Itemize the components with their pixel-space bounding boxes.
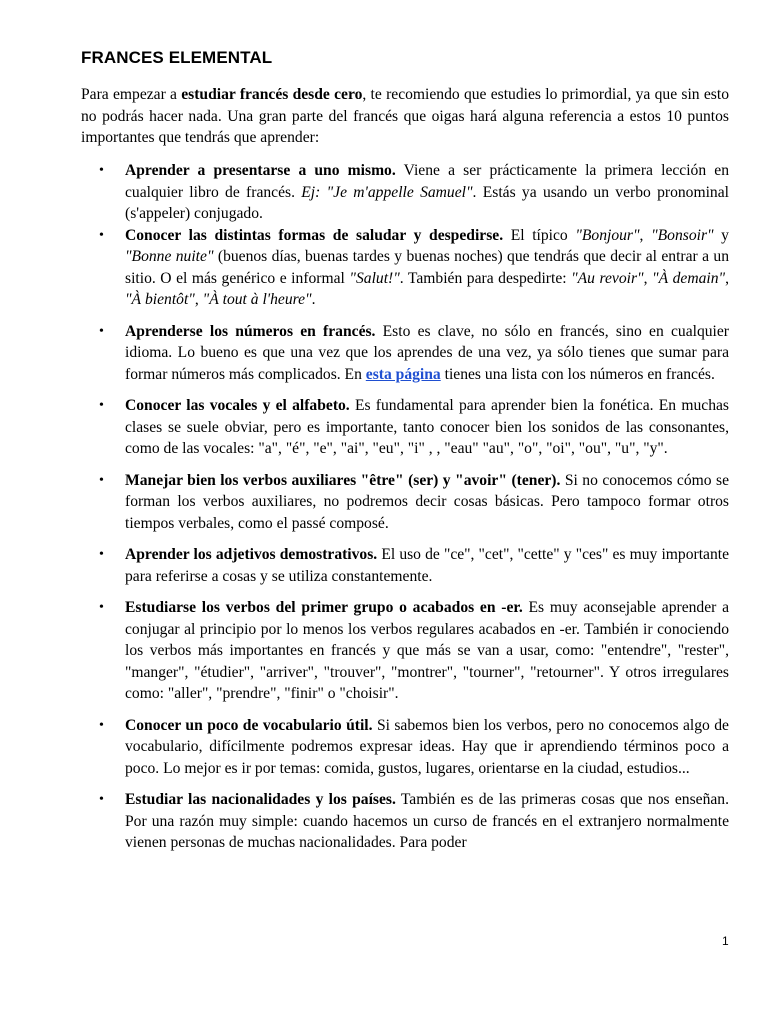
item-example: "À tout à l'heure": [202, 291, 312, 308]
item-text: y: [713, 226, 729, 244]
intro-bold-text: estudiar francés desde cero: [181, 86, 363, 103]
item-text: ,: [639, 226, 652, 244]
item-heading: Conocer las vocales y el alfabeto.: [125, 397, 350, 414]
list-item-presentarse: [81, 160, 729, 225]
intro-text: Para empezar a: [81, 86, 182, 103]
item-example: "Bonne nuite": [125, 248, 214, 265]
item-heading: Manejar bien los verbos auxiliares "être" (ser) y "avoir" (tener).: [125, 471, 561, 489]
item-heading: Conocer las distintas formas de saludar y despedirse.: [125, 226, 504, 244]
list-item-vocabulario: [81, 715, 729, 780]
bullet-icon: •: [99, 600, 104, 615]
list-item-saludar: [81, 225, 729, 311]
item-example: "Bonjour": [575, 226, 640, 244]
item-example: "À demain": [652, 269, 726, 287]
list-item-verbos-er: [81, 597, 729, 705]
bullet-icon: •: [99, 227, 104, 243]
bullet-icon: •: [99, 398, 104, 413]
item-text: (buenos días, buenas tardes y buenas noches) que tendrás que decir al entrar a un sitio. O el más genérico e informal: [125, 248, 730, 287]
list-item-numeros: [81, 321, 729, 386]
key-points-list: [81, 160, 729, 854]
item-example: Ej: "Je m'appelle Samuel": [301, 183, 473, 201]
item-text: ,: [725, 269, 729, 287]
item-text: También es de las primeras cosas que nos enseñan. Por una razón muy simple: cuando hacemos un curso de francés en el extranjero normalmente vienen personas de muchas nacionalidades. Para poder: [125, 791, 729, 851]
list-item-vocales: [81, 395, 729, 460]
intro-text-cont: , te recomiendo que estudies lo primordial, ya que sin esto no podrás hacer nada. Una gran parte del francés que oigas hará alguna referencia a estos 10 puntos importantes que tendrás que aprender:: [81, 86, 729, 146]
bullet-icon: •: [99, 472, 104, 488]
item-text: Si no conocemos cómo se forman los verbos auxiliares, no podremos decir cosas básicas. Pero tampoco formar otros tiempos verbales, como el passé composé.: [125, 471, 729, 532]
item-text: Si sabemos bien los verbos, pero no conocemos algo de vocabulario, difícilmente podremos expresar ideas. Hay que ir aprendiendo términos poco a poco. Lo mejor es ir por temas: comida, gustos, lugares, orientarse en la ciudad, estudios...: [125, 716, 729, 777]
bullet-icon: •: [99, 323, 104, 339]
item-heading: Estudiarse los verbos del primer grupo o acabados en -er.: [125, 599, 523, 616]
item-example: "Au revoir": [571, 269, 644, 287]
item-text: Esto es clave, no sólo en francés, sino en cualquier idioma. Lo bueno es que una vez que los aprendes de una vez, ya sólo tienes que sumar para formar números más complicados. En: [125, 322, 729, 383]
item-example: "Salut!": [349, 269, 400, 287]
item-text: . También para despedirte:: [399, 269, 572, 287]
item-heading: Aprender los adjetivos demostrativos.: [125, 546, 378, 563]
bullet-icon: •: [99, 163, 104, 178]
item-text: ,: [194, 291, 203, 308]
item-example: "Bonsoir": [651, 226, 714, 244]
bullet-icon: •: [99, 792, 104, 807]
item-heading: Aprenderse los números en francés.: [125, 322, 376, 340]
item-text: tienes una lista con los números en francés.: [440, 365, 715, 383]
item-text: El uso de "ce", "cet", "cette" y "ces" es muy importante para referirse a cosas y se utiliza constantemente.: [125, 546, 729, 585]
list-item-nacionalidades: [81, 789, 729, 854]
bullet-icon: •: [99, 717, 104, 733]
item-text: . Estás ya usando un verbo pronominal (s'appeler) conjugado.: [125, 183, 729, 222]
item-example: "À bientôt": [125, 291, 195, 308]
item-text: Es fundamental para aprender bien la fonética. En muchas clases se suele obviar, pero es importante, tanto conocer bien los sonidos de las consonantes, como de las vocales: "a", "é", "e", "ai", "eu", "i" , , "eau" "au", "o", "oi", "ou", "u", "y".: [125, 397, 729, 457]
item-heading: Conocer un poco de vocabulario útil.: [125, 716, 373, 734]
list-item-verbos-auxiliares: [81, 470, 729, 535]
item-text: Viene a ser prácticamente la primera lección en cualquier libro de francés.: [125, 162, 730, 201]
list-item-adjetivos: [81, 544, 729, 587]
item-heading: Estudiar las nacionalidades y los países.: [125, 791, 396, 808]
numbers-page-link[interactable]: esta página: [365, 365, 441, 383]
page-number: 1: [722, 934, 729, 948]
item-text: El típico: [503, 226, 576, 244]
page-title: FRANCES ELEMENTAL: [81, 48, 273, 67]
item-text: .: [311, 291, 316, 308]
item-heading: Aprender a presentarse a uno mismo.: [125, 162, 396, 179]
bullet-icon: •: [99, 547, 104, 562]
item-text: Es muy aconsejable aprender a conjugar al principio por lo menos los verbos regulares acabados en -er. También ir conociendo los verbos más importantes en francés y que más se van a usar, como: "entendre", "rester", "manger", "étudier", "arriver", "trouver", "montrer", "tourner", "retourner". Y otros irregulares como: "aller", "prendre", "finir" o "choisir".: [125, 599, 729, 702]
intro-paragraph: [81, 84, 729, 149]
item-text: ,: [643, 269, 653, 287]
